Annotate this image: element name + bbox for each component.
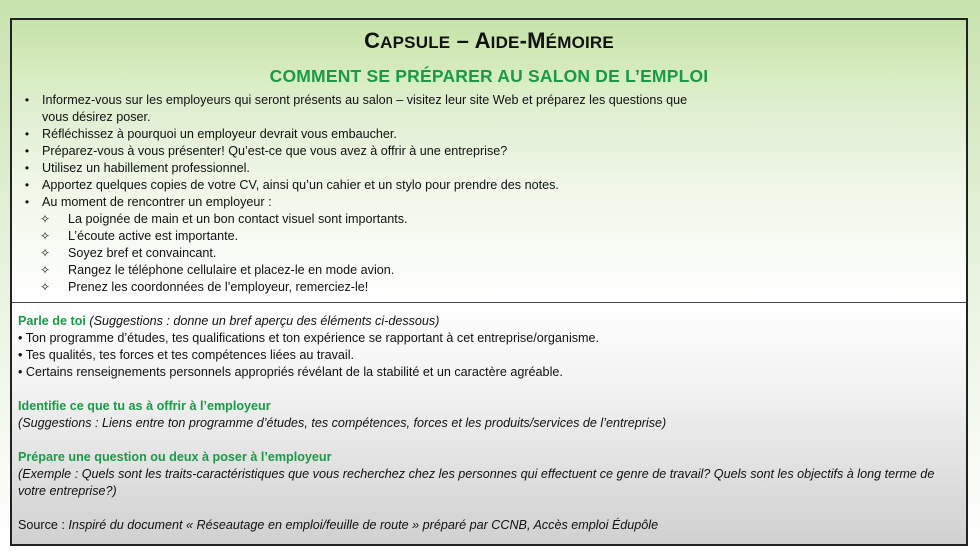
bullet-icon: • — [24, 178, 30, 192]
header — [12, 20, 966, 93]
star-bullet-icon: ✧ — [40, 246, 51, 260]
section-note: (Suggestions : Liens entre ton programme d’études, tes compétences, forces et les produits/services de l’entreprise) — [18, 416, 667, 430]
section-heading: Prépare une question ou deux à poser à l’employeur — [18, 450, 332, 464]
tips-section — [12, 92, 966, 303]
star-bullet-icon: ✧ — [40, 229, 51, 243]
sublist-item: ✧ Prenez les coordonnées de l’employeur, remerciez-le! — [40, 280, 369, 294]
source-line — [18, 517, 958, 534]
slide-frame — [10, 18, 968, 546]
talk-about-yourself-heading-line — [18, 313, 958, 330]
sublist-item: ✧ L’écoute active est importante. — [40, 229, 239, 243]
list-item: • Apportez quelques copies de votre CV, ainsi qu’un cahier et un stylo pour prendre des notes. — [20, 177, 940, 194]
bullet-icon: • — [18, 365, 23, 379]
list-item: • Tes qualités, tes forces et tes compétences liées au travail. — [18, 348, 354, 362]
list-item: • Au moment de rencontrer un employeur : ✧ La poignée de main et un bon contact visuel sont importants. ✧ L’écoute active est importante. ✧ Soyez bref et convaincant. ✧ Rangez le téléphone cellulaire et placez-le en mode avion. ✧ Prenez les coordonnées de l’employeur, remerciez-le! — [20, 194, 940, 296]
bullet-icon: • — [18, 331, 23, 345]
bullet-icon: • — [24, 161, 30, 175]
section-heading: Identifie ce que tu as à offrir à l’employeur — [18, 399, 271, 413]
page-subtitle: COMMENT SE PRÉPARER AU SALON DE L’EMPLOI — [269, 66, 709, 86]
star-bullet-icon: ✧ — [40, 263, 51, 277]
sublist-item: ✧ Rangez le téléphone cellulaire et placez-le en mode avion. — [40, 263, 395, 277]
list-item: • Préparez-vous à vous présenter! Qu’est-ce que vous avez à offrir à une entreprise? — [20, 143, 940, 160]
guide-content — [18, 313, 958, 534]
source-text: Inspiré du document « Réseautage en emploi/feuille de route » préparé par CCNB, Accès emploi Édupôle — [68, 518, 659, 532]
bullet-icon: • — [24, 93, 30, 107]
list-item: • Certains renseignements personnels appropriés révélant de la stabilité et un caractère agréable. — [18, 365, 563, 379]
sublist-item: ✧ Soyez bref et convaincant. — [40, 246, 217, 260]
tips-list — [20, 92, 940, 296]
list-item: • Ton programme d’études, tes qualifications et ton expérience se rapportant à cet entreprise/organisme. — [18, 331, 600, 345]
section-note: (Exemple : Quels sont les traits-caractéristiques que vous recherchez chez les personnes qui effectuent ce genre de travail? Quels sont les objectifs à long terme de — [18, 467, 935, 481]
bullet-icon: • — [24, 127, 30, 141]
list-item: • Informez-vous sur les employeurs qui seront présents au salon – visitez leur site Web et préparez les questions que vous désirez poser. — [20, 92, 940, 126]
sublist-item: ✧ La poignée de main et un bon contact visuel sont importants. — [40, 212, 408, 226]
guide-section — [12, 303, 966, 546]
source-label: Source : — [18, 518, 69, 532]
section-note: (Suggestions : donne un bref aperçu des éléments ci-dessous) — [85, 314, 440, 328]
star-bullet-icon: ✧ — [40, 280, 51, 294]
section-note-continued: votre entreprise?) — [18, 484, 117, 498]
star-bullet-icon: ✧ — [40, 212, 51, 226]
section-heading: Parle de toi — [18, 314, 86, 328]
list-item: • Réfléchissez à pourquoi un employeur devrait vous embaucher. — [20, 126, 940, 143]
bullet-icon: • — [18, 348, 23, 362]
page-title: CAPSULE – AIDE-MÉMOIRE — [364, 28, 614, 53]
list-item: • Utilisez un habillement professionnel. — [20, 160, 940, 177]
meeting-tips-sublist — [20, 211, 940, 296]
bullet-icon: • — [24, 144, 30, 158]
bullet-icon: • — [24, 195, 30, 209]
